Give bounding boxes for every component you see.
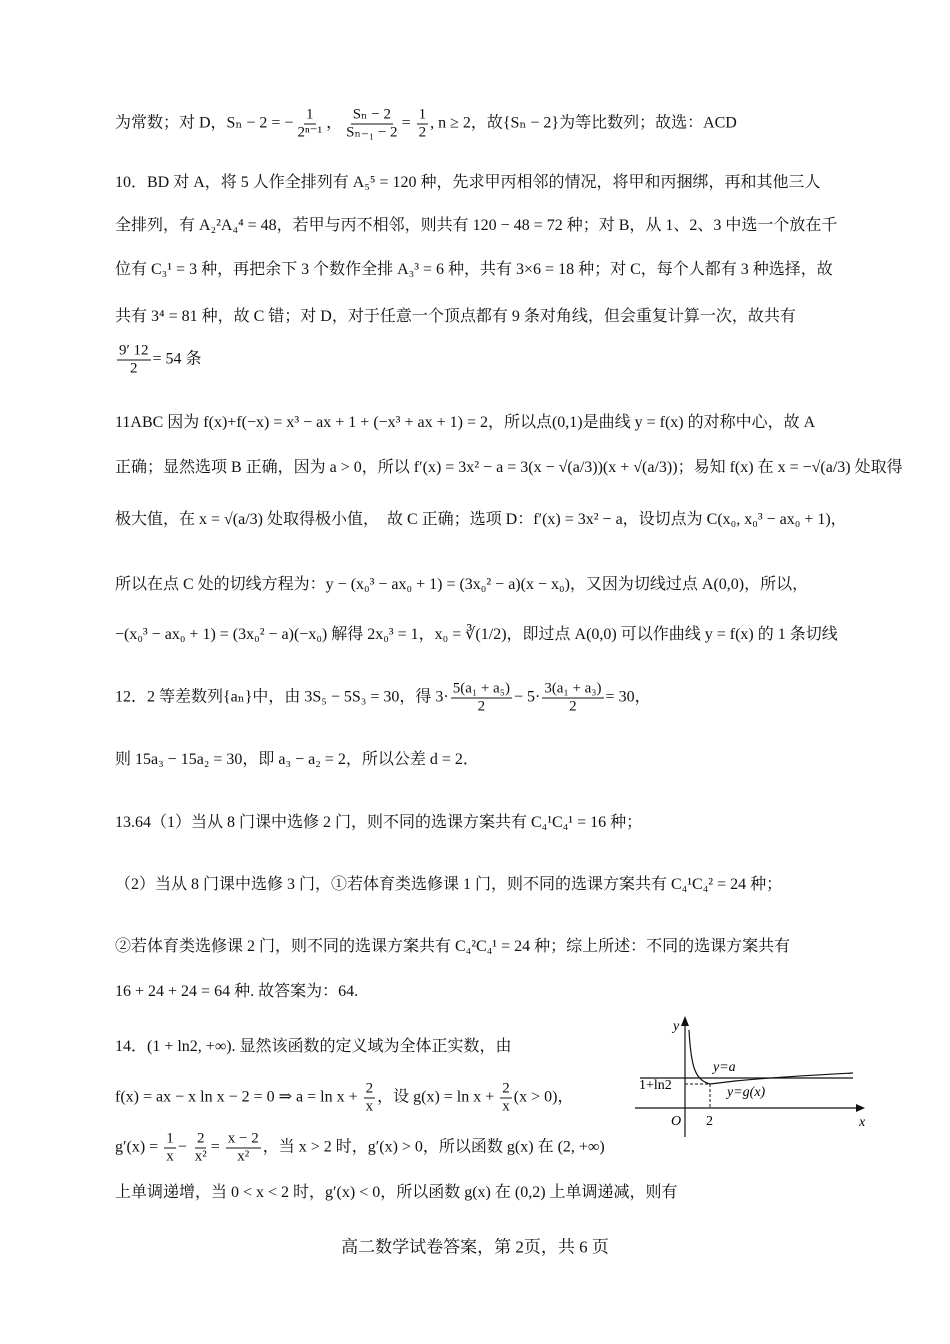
text-segment: ，设 g(x) = ln x +	[377, 1088, 499, 1106]
x-axis-label: x	[859, 1115, 866, 1130]
denominator: Sₙ₋₁ − 2	[346, 124, 398, 141]
text-segment: g′(x) =	[115, 1138, 163, 1156]
numerator: 1	[166, 1130, 174, 1147]
text-line	[115, 216, 837, 236]
fraction	[193, 1131, 209, 1166]
text-line	[115, 813, 642, 833]
text-segment: 11ABC 因为 f(x)+f(−x) = x³ − ax + 1 + (−x³ + ax + 1) = 2，所以点(0,1)是曲线 y = f(x) 的对称中心，故 A	[115, 414, 816, 431]
fraction	[164, 1131, 176, 1166]
text-segment: 为常数；对 D，Sₙ − 2 = −	[115, 114, 294, 132]
denominator: 2	[569, 698, 577, 715]
fraction	[117, 343, 151, 378]
text-segment: 位有 C₃¹ = 3 种，再把余下 3 个数作全排 A₃³ = 6 种，共有 3×6 = 18 种；对 C，每个人都有 3 种选择，故	[115, 261, 833, 278]
curve-label: y=g(x)	[727, 1085, 766, 1100]
text-line	[115, 413, 815, 433]
text-line	[115, 937, 790, 957]
x-tick-label: 2	[706, 1114, 713, 1129]
text-segment: , n ≥ 2，故{Sₙ − 2}为等比数列；故选：ACD	[430, 114, 737, 132]
text-segment: −(x₀³ − ax₀ + 1) = (3x₀² − a)(−x₀) 解得 2x₀³ = 1，x₀ = ∛(1/2)，即过点 A(0,0) 可以作曲线 y = f(x) 的 1 条切线	[115, 626, 838, 643]
text-segment: 12．2 等差数列{aₙ}中，由 3S₅ − 5S₃ = 30，得 3·	[115, 688, 449, 706]
fraction	[344, 107, 399, 142]
line-label: y=a	[713, 1060, 736, 1075]
text-segment: 所以在点 C 处的切线方程为：y − (x₀³ − ax₀ + 1) = (3x₀² − a)(x − x₀)，又因为切线过点 A(0,0)，所以，	[115, 576, 809, 593]
text-line	[115, 260, 833, 280]
text-segment: f(x) = ax − x ln x − 2 = 0 ⇒ a = ln x +	[115, 1088, 362, 1106]
text-segment: 极大值，在 x = √(a/3) 处取得极小值， 故 C 正确；选项 D：f′(x) = 3x² − a，设切点为 C(x₀, x₀³ − ax₀ + 1)，	[115, 511, 847, 528]
text-segment: （2）当从 8 门课中选修 3 门，①若体育类选修课 1 门，则不同的选课方案共有 C₄¹C₄² = 24 种；	[115, 876, 783, 893]
fraction	[295, 107, 324, 142]
text-segment: ，	[326, 114, 343, 132]
text-segment: =	[401, 114, 415, 132]
text-line	[115, 510, 847, 530]
x-axis-arrow-icon	[856, 1104, 865, 1112]
numerator: 2	[365, 1080, 374, 1097]
text-segment: = 54 条	[152, 350, 202, 368]
denominator: 2	[477, 698, 486, 715]
text-segment: 全排列，有 A₂²A₄⁴ = 48，若甲与丙不相邻，则共有 120 − 48 = 72 种；对 B，从 1、2、3 中选一个放在千	[115, 217, 838, 234]
text-line	[115, 458, 903, 478]
text-line	[115, 173, 821, 193]
denominator: x	[166, 1148, 174, 1165]
text-segment: 14．(1 + ln2, +∞). 显然该函数的定义域为全体正实数，由	[115, 1038, 512, 1055]
text-segment: − 5·	[513, 688, 541, 706]
text-segment: =	[210, 1138, 224, 1156]
text-segment: −	[177, 1138, 191, 1156]
denominator: 2	[130, 360, 138, 377]
numerator: 2	[196, 1130, 205, 1147]
fraction	[364, 1081, 376, 1116]
y-axis-arrow-icon	[681, 1016, 689, 1026]
text-segment: ②若体育类选修课 2 门，则不同的选课方案共有 C₄²C₄¹ = 24 种；综上所述：不同的选课方案共有	[115, 938, 791, 955]
fraction	[417, 107, 429, 142]
text-line	[115, 343, 202, 378]
denominator: x²	[194, 1148, 207, 1165]
text-line	[115, 1037, 512, 1057]
numerator: 5(a₁ + a₅)	[452, 680, 510, 697]
denominator: x	[502, 1098, 510, 1115]
numerator: 1	[306, 106, 314, 123]
numerator: Sₙ − 2	[352, 106, 391, 123]
origin-label: O	[671, 1114, 682, 1129]
text-line	[115, 681, 651, 716]
text-line	[115, 982, 358, 1002]
text-segment: 共有 3⁴ = 81 种，故 C 错；对 D，对于任意一个顶点都有 9 条对角线，但会重复计算一次，故共有	[115, 308, 796, 325]
text-line	[115, 1131, 605, 1166]
text-segment: ，当 x > 2 时，g′(x) > 0，所以函数 g(x) 在 (2, +∞)	[262, 1138, 605, 1156]
denominator: 2	[418, 124, 427, 141]
fraction	[451, 681, 512, 716]
fraction	[542, 681, 603, 716]
text-segment: 13.64（1）当从 8 门课中选修 2 门，则不同的选课方案共有 C₄¹C₄¹ = 16 种；	[115, 814, 643, 831]
numerator: 1	[418, 106, 427, 123]
text-line	[115, 750, 479, 770]
denominator: x²	[237, 1148, 250, 1165]
function-graph	[625, 1012, 875, 1137]
fraction	[500, 1081, 512, 1116]
text-segment: 正确；显然选项 B 正确，因为 a > 0，所以 f′(x) = 3x² − a = 3(x − √(a/3))(x + √(a/3))；易知 f(x) 在 x = −√(a/3) 处取得	[115, 459, 903, 476]
text-segment: (x > 0)，	[513, 1088, 574, 1106]
denominator: 2ⁿ⁻¹	[297, 124, 323, 141]
text-line	[115, 107, 737, 142]
y-tick-label: 1+ln2	[639, 1078, 672, 1093]
curve-g	[689, 1030, 853, 1084]
text-segment: 上单调递增，当 0 < x < 2 时，g′(x) < 0，所以函数 g(x) 在 (0,2) 上单调递减，则有	[115, 1184, 678, 1201]
text-segment: = 30，	[605, 688, 651, 706]
text-line	[115, 875, 782, 895]
text-line	[115, 1081, 573, 1116]
fraction	[226, 1131, 261, 1166]
numerator: 3(a₁ + a₃)	[544, 680, 602, 697]
text-segment: 10．BD 对 A，将 5 人作全排列有 A₅⁵ = 120 种，先求甲丙相邻的情况，将甲和丙捆绑，再和其他三人	[115, 174, 821, 191]
text-line	[115, 1183, 678, 1203]
text-line	[115, 307, 796, 327]
page-footer: 高二数学试卷答案，第 2页，共 6 页	[341, 1237, 609, 1257]
numerator: 2	[502, 1080, 510, 1097]
y-axis-label: y	[673, 1019, 680, 1034]
text-segment: 则 15a₃ − 15a₂ = 30，即 a₃ − a₂ = 2，所以公差 d = 2．	[115, 751, 479, 768]
text-line	[115, 575, 808, 595]
numerator: 9′ 12	[119, 342, 149, 359]
text-segment: 16 + 24 + 24 = 64 种. 故答案为：64.	[115, 983, 359, 1000]
denominator: x	[365, 1098, 374, 1115]
text-line	[115, 625, 838, 645]
numerator: x − 2	[227, 1130, 259, 1147]
